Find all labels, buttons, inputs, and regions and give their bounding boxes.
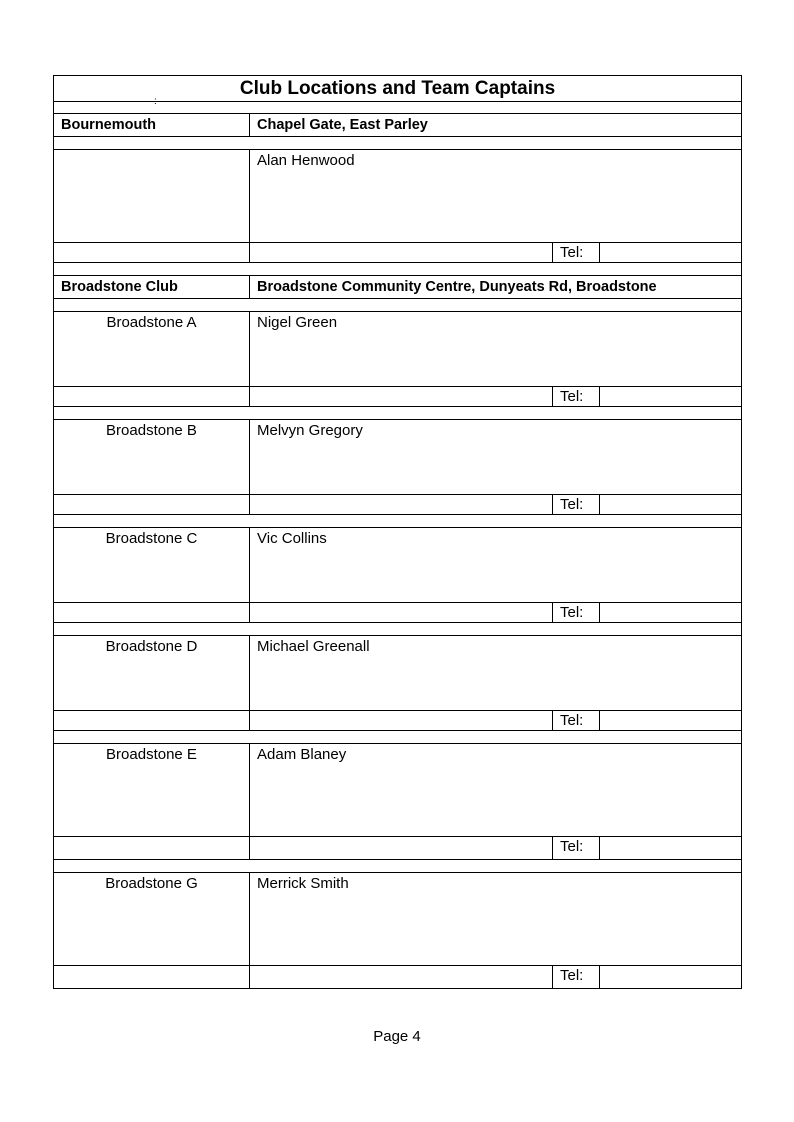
tel-row <box>53 711 742 731</box>
tel-label: Tel: <box>560 838 584 855</box>
tel-label: Tel: <box>560 496 584 513</box>
captain-name: Melvyn Gregory <box>257 422 363 439</box>
spacer-row <box>53 96 742 114</box>
team-name: Broadstone D <box>105 638 198 655</box>
captain-row <box>53 744 742 837</box>
captain-name: Nigel Green <box>257 314 338 331</box>
tel-label: Tel: <box>560 967 584 984</box>
tel-row <box>53 966 742 989</box>
spacer-row <box>53 263 742 276</box>
tel-row <box>53 603 742 623</box>
tel-row <box>53 387 742 407</box>
club-venue: Broadstone Community Centre, Dunyeats Rd, Broadstone <box>257 279 657 295</box>
captain-row <box>53 528 742 603</box>
captain-name: Merrick Smith <box>257 875 349 892</box>
team-name: Broadstone B <box>106 422 197 439</box>
captain-name: Michael Greenall <box>257 638 370 655</box>
captain-row <box>53 873 742 966</box>
club-row-bournemouth <box>53 114 742 137</box>
captain-name: Adam Blaney <box>257 746 347 763</box>
tel-row <box>53 837 742 860</box>
spacer-row <box>53 137 742 150</box>
marker: : <box>154 96 157 107</box>
team-name: Broadstone A <box>106 314 197 331</box>
captain-name: Alan Henwood <box>257 152 355 169</box>
captain-name: Vic Collins <box>257 530 327 547</box>
spacer-row <box>53 299 742 312</box>
tel-label: Tel: <box>560 388 584 405</box>
team-name: Broadstone C <box>105 530 198 547</box>
club-row-broadstone <box>53 276 742 299</box>
tel-label: Tel: <box>560 604 584 621</box>
spacer-row <box>53 623 742 636</box>
captain-row <box>53 420 742 495</box>
tel-row <box>53 495 742 515</box>
page-number: Page 4 <box>373 1028 421 1045</box>
tel-label: Tel: <box>560 244 584 261</box>
team-name: Broadstone G <box>105 875 198 892</box>
captain-row <box>53 312 742 387</box>
spacer-row <box>53 731 742 744</box>
spacer-row <box>53 515 742 528</box>
tel-row <box>53 243 742 263</box>
captain-row <box>53 150 742 243</box>
team-name: Broadstone E <box>106 746 197 763</box>
captain-row <box>53 636 742 711</box>
club-name: Bournemouth <box>61 117 157 133</box>
club-venue: Chapel Gate, East Parley <box>257 117 428 133</box>
captains-table <box>53 75 742 989</box>
spacer-row <box>53 860 742 873</box>
spacer-row <box>53 407 742 420</box>
document-title: Club Locations and Team Captains <box>53 75 742 102</box>
tel-label: Tel: <box>560 712 584 729</box>
club-name: Broadstone Club <box>61 279 178 295</box>
